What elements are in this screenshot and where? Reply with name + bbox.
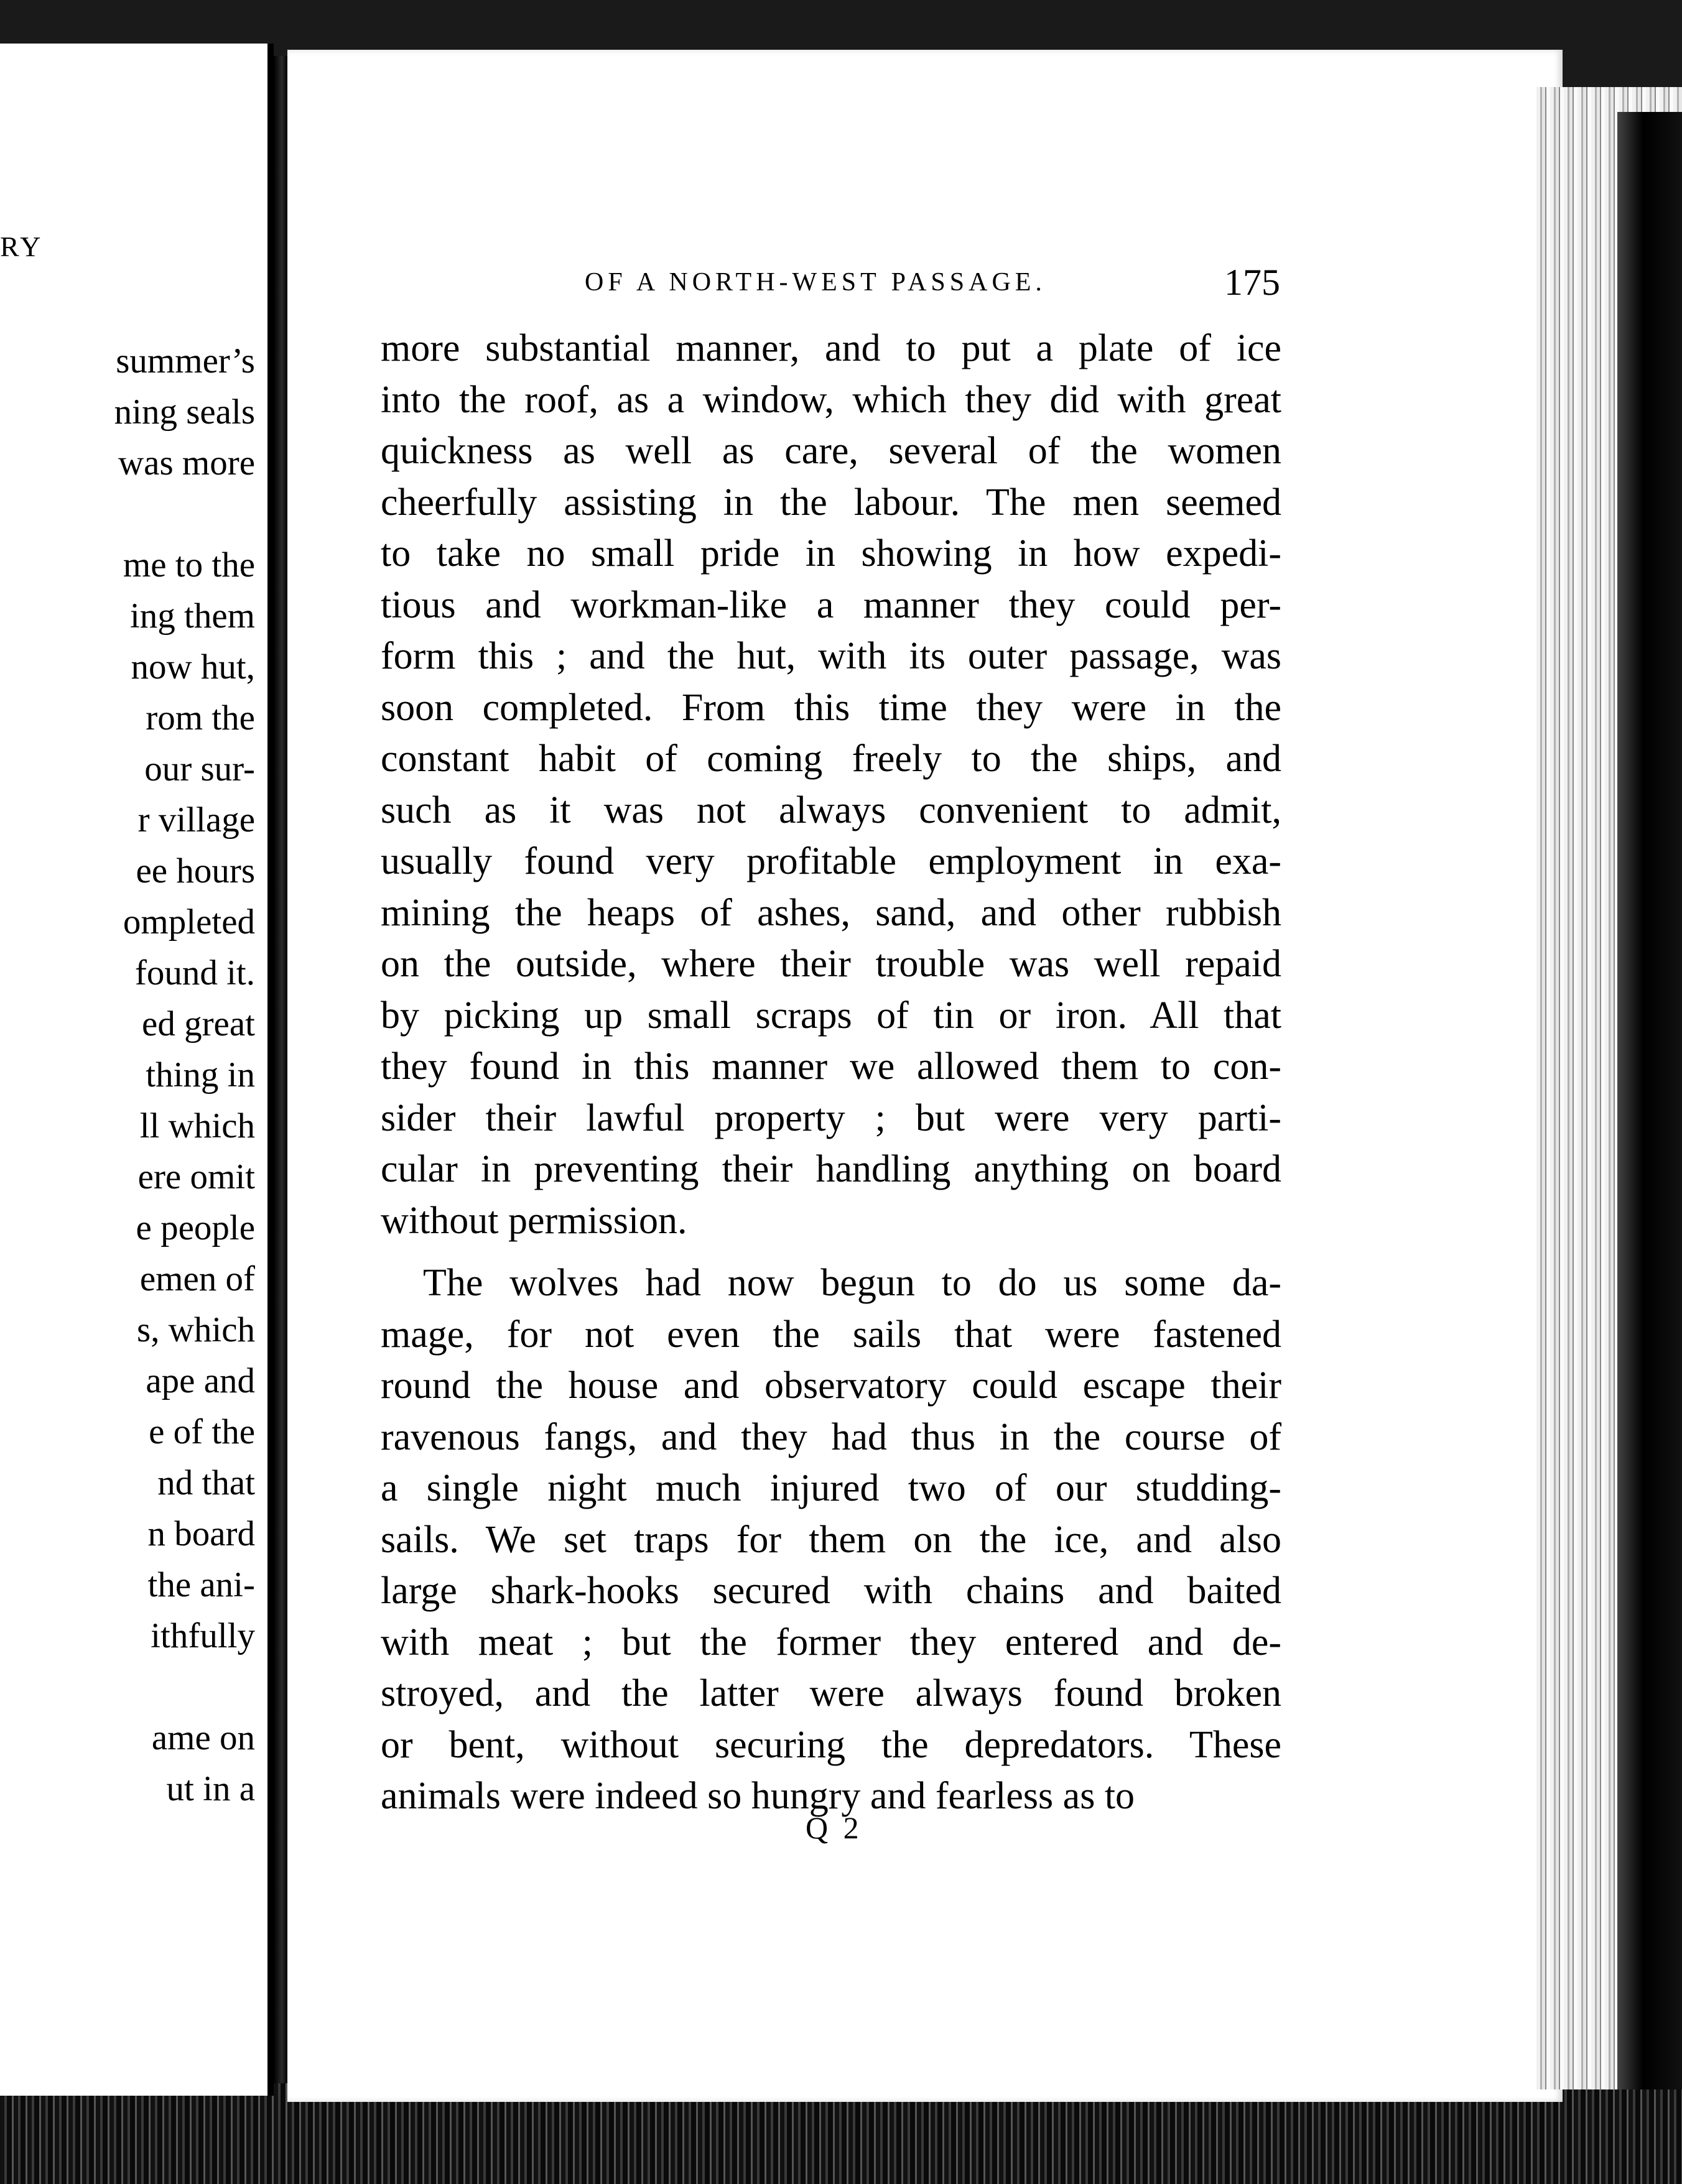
body-text-line: usually found very profitable employment in exa- xyxy=(381,840,1281,882)
body-text-line: into the roof, as a window, which they did with great xyxy=(381,378,1281,421)
left-text-fragment: e people xyxy=(136,1208,255,1247)
left-text-fragment: ape and xyxy=(146,1361,255,1400)
left-text-fragment: ing them xyxy=(129,596,255,636)
left-text-fragment: found it. xyxy=(134,953,255,993)
body-text-line: constant habit of coming freely to the ships, and xyxy=(381,738,1281,780)
body-text-line: sider their lawful property ; but were very parti- xyxy=(381,1096,1281,1139)
body-text-line: ravenous fangs, and they had thus in the course of xyxy=(381,1415,1281,1458)
left-text-fragment: ithfully xyxy=(151,1616,255,1655)
body-text-line: mining the heaps of ashes, sand, and other rubbish xyxy=(381,891,1281,934)
left-text-fragment: ame on xyxy=(151,1718,255,1757)
left-text-fragment: s, which xyxy=(137,1310,255,1349)
left-text-fragment: ee hours xyxy=(136,851,255,891)
left-text-fragment: emen of xyxy=(139,1259,255,1298)
left-text-fragment: me to the xyxy=(123,545,255,585)
left-text-fragment: ll which xyxy=(139,1106,255,1145)
body-text-line: they found in this manner we allowed them to con- xyxy=(381,1045,1281,1088)
body-text-line: without permission. xyxy=(381,1199,687,1242)
left-text-fragment: summer’s xyxy=(116,341,255,381)
body-text-line: tious and workman-like a manner they could per- xyxy=(381,583,1281,626)
left-text-fragment: ere omit xyxy=(137,1157,255,1196)
body-text-line: on the outside, where their trouble was well repaid xyxy=(381,943,1281,985)
body-text-line: with meat ; but the former they entered and de- xyxy=(381,1621,1281,1663)
body-text-line: round the house and observatory could escape their xyxy=(381,1364,1281,1407)
left-text-fragment: n board xyxy=(147,1514,255,1553)
book-gutter xyxy=(274,56,287,2083)
left-text-fragment: nd that xyxy=(157,1463,255,1502)
left-running-head-fragment: RY xyxy=(0,231,44,262)
body-text-line: a single night much injured two of our studding- xyxy=(381,1467,1281,1509)
body-text-line: The wolves had now begun to do us some da- xyxy=(423,1262,1281,1304)
left-text-fragment: the ani- xyxy=(147,1565,255,1604)
left-text-fragment: rom the xyxy=(146,698,255,738)
left-text-fragment: ompleted xyxy=(123,902,255,942)
body-text-line: mage, for not even the sails that were fastened xyxy=(381,1313,1281,1356)
body-text-line: by picking up small scraps of tin or iron. All that xyxy=(381,994,1281,1037)
left-text-fragment: r village xyxy=(137,800,255,840)
left-text-fragment: ut in a xyxy=(166,1769,255,1808)
book-cover-edge xyxy=(1617,112,1682,2089)
body-text-line: quickness as well as care, several of the women xyxy=(381,430,1281,472)
body-text-line: to take no small pride in showing in how expedi- xyxy=(381,532,1281,575)
page-number: 175 xyxy=(1224,262,1280,303)
body-text-line: large shark-hooks secured with chains and baited xyxy=(381,1570,1281,1612)
body-text-line: more substantial manner, and to put a plate of ice xyxy=(381,327,1281,369)
body-text-line: or bent, without securing the depredators. These xyxy=(381,1723,1281,1766)
left-text-fragment: thing in xyxy=(146,1055,255,1094)
signature-mark: Q 2 xyxy=(806,1810,863,1845)
body-text-line: form this ; and the hut, with its outer passage, was xyxy=(381,635,1281,677)
left-text-fragment: was more xyxy=(118,443,255,483)
left-text-fragment: our sur- xyxy=(144,749,255,789)
body-text-line: sails. We set traps for them on the ice, and also xyxy=(381,1518,1281,1561)
left-text-fragment: ning seals xyxy=(114,392,255,432)
body-text-line: stroyed, and the latter were always found broken xyxy=(381,1672,1281,1714)
left-text-fragment: now hut, xyxy=(131,647,255,687)
body-text-line: animals were indeed so hungry and fearless as to xyxy=(381,1775,1135,1817)
left-page xyxy=(0,44,274,2096)
body-text-line: such as it was not always convenient to admit, xyxy=(381,789,1281,831)
body-text-line: cheerfully assisting in the labour. The men seemed xyxy=(381,481,1281,524)
body-text-line: soon completed. From this time they were in the xyxy=(381,686,1281,729)
running-head: OF A NORTH-WEST PASSAGE. xyxy=(585,268,1046,297)
left-text-fragment: e of the xyxy=(149,1412,255,1451)
left-text-fragment: ed great xyxy=(142,1004,255,1043)
body-text-line: cular in preventing their handling anything on board xyxy=(381,1148,1281,1190)
